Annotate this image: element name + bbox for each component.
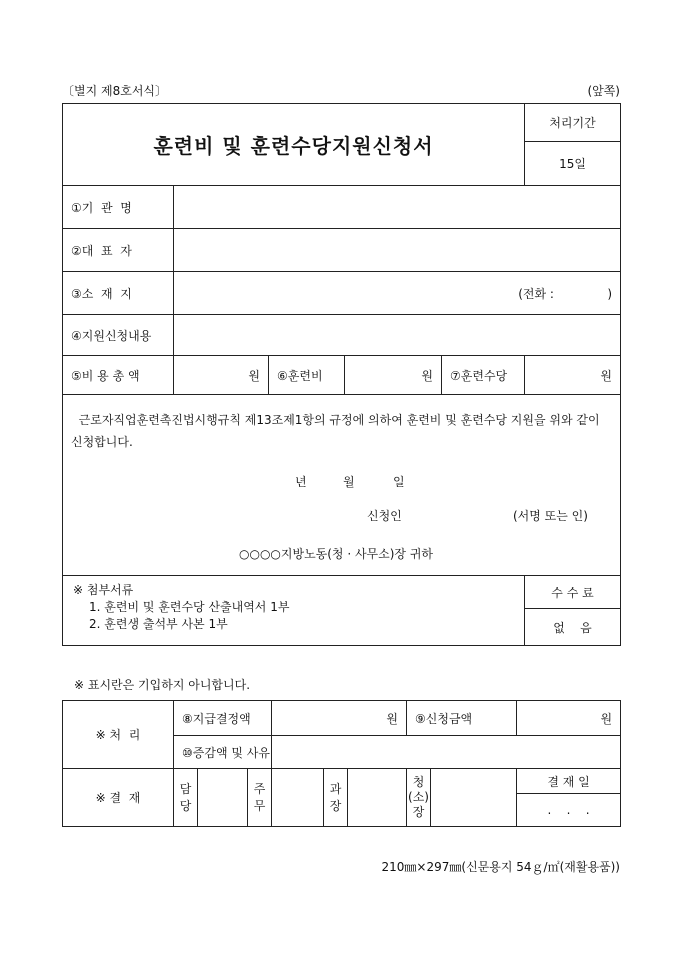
approver-staff-label: 담 당 xyxy=(174,769,198,827)
total-cost-field[interactable] xyxy=(174,356,269,395)
approver-head-label: 청 (소) 장 xyxy=(407,769,431,827)
training-cost-label: ⑥훈련비 xyxy=(269,356,345,395)
request-content-field[interactable] xyxy=(174,315,621,356)
approval-label: ※ 결 재 xyxy=(63,769,174,827)
form-number: 〔별지 제8호서식〕 xyxy=(62,84,168,98)
attachments-title: ※ 첨부서류 xyxy=(73,583,134,597)
processing-period-value: 15일 xyxy=(525,142,621,186)
approver-section-chief-label: 과 장 xyxy=(324,769,348,827)
declaration-section xyxy=(63,395,621,576)
approval-date-field[interactable]: . . . xyxy=(517,794,621,827)
won-unit: 원 xyxy=(386,711,399,726)
address-field[interactable] xyxy=(174,272,621,315)
institution-name-field[interactable] xyxy=(174,186,621,229)
training-allowance-label: ⑦훈련수당 xyxy=(442,356,525,395)
page-side-label: (앞쪽) xyxy=(587,84,620,98)
training-allowance-field[interactable] xyxy=(525,356,621,395)
form-title: 훈련비 및 훈련수당지원신청서 xyxy=(63,104,525,186)
application-form-table xyxy=(62,103,621,646)
paper-spec: 210㎜×297㎜(신문용지 54ｇ/㎡(재활용품)) xyxy=(381,860,620,874)
won-unit: 원 xyxy=(600,368,612,383)
processing-label: ※ 처 리 xyxy=(63,701,174,769)
date-month: 월 xyxy=(343,475,355,489)
approver-officer-label: 주 무 xyxy=(248,769,272,827)
date-day: 일 xyxy=(393,475,405,489)
adjustment-field[interactable] xyxy=(272,736,621,769)
applicant-label: 신청인 xyxy=(367,509,402,523)
note-text: ※ 표시란은 기입하지 아니합니다. xyxy=(74,678,251,692)
institution-name-label: ①기 관 명 xyxy=(63,186,174,229)
declaration-text: 근로자직업훈련촉진법시행규칙 제13조제1항의 규정에 의하여 훈련비 및 훈련수당 지원을 위와 같이 신청합니다. xyxy=(71,413,604,449)
addressee: ○○○○지방노동(청 · 사무소)장 귀하 xyxy=(239,547,434,561)
approver-head-sign[interactable] xyxy=(431,769,517,827)
address-label: ③소 재 지 xyxy=(63,272,174,315)
won-unit: 원 xyxy=(600,711,613,726)
representative-field[interactable] xyxy=(174,229,621,272)
total-cost-label: ⑤비 용 총 액 xyxy=(63,356,174,395)
adjustment-label: ⑩증감액 및 사유 xyxy=(174,736,272,769)
fee-label: 수 수 료 xyxy=(525,576,621,609)
attachments-section xyxy=(63,576,525,646)
payment-decision-field[interactable] xyxy=(272,701,407,736)
approver-staff-sign[interactable] xyxy=(198,769,248,827)
processing-period-label: 처리기간 xyxy=(525,104,621,142)
processing-table xyxy=(62,700,621,827)
signature-label: (서명 또는 인) xyxy=(513,509,588,523)
won-unit: 원 xyxy=(421,368,433,383)
requested-amount-label: ⑨신청금액 xyxy=(407,701,517,736)
won-unit: 원 xyxy=(248,368,260,383)
fee-value: 없 음 xyxy=(525,609,621,646)
training-cost-field[interactable] xyxy=(345,356,442,395)
attachment-item: 2. 훈련생 출석부 사본 1부 xyxy=(89,617,228,631)
approver-officer-sign[interactable] xyxy=(272,769,324,827)
approver-section-chief-sign[interactable] xyxy=(348,769,407,827)
approval-date-label: 결 재 일 xyxy=(517,769,621,794)
phone-label: (전화 : ) xyxy=(518,286,612,301)
attachment-item: 1. 훈련비 및 훈련수당 산출내역서 1부 xyxy=(89,600,290,614)
representative-label: ②대 표 자 xyxy=(63,229,174,272)
request-content-label: ④지원신청내용 xyxy=(63,315,174,356)
payment-decision-label: ⑧지급결정액 xyxy=(174,701,272,736)
date-year: 년 xyxy=(295,475,307,489)
requested-amount-field[interactable] xyxy=(517,701,621,736)
